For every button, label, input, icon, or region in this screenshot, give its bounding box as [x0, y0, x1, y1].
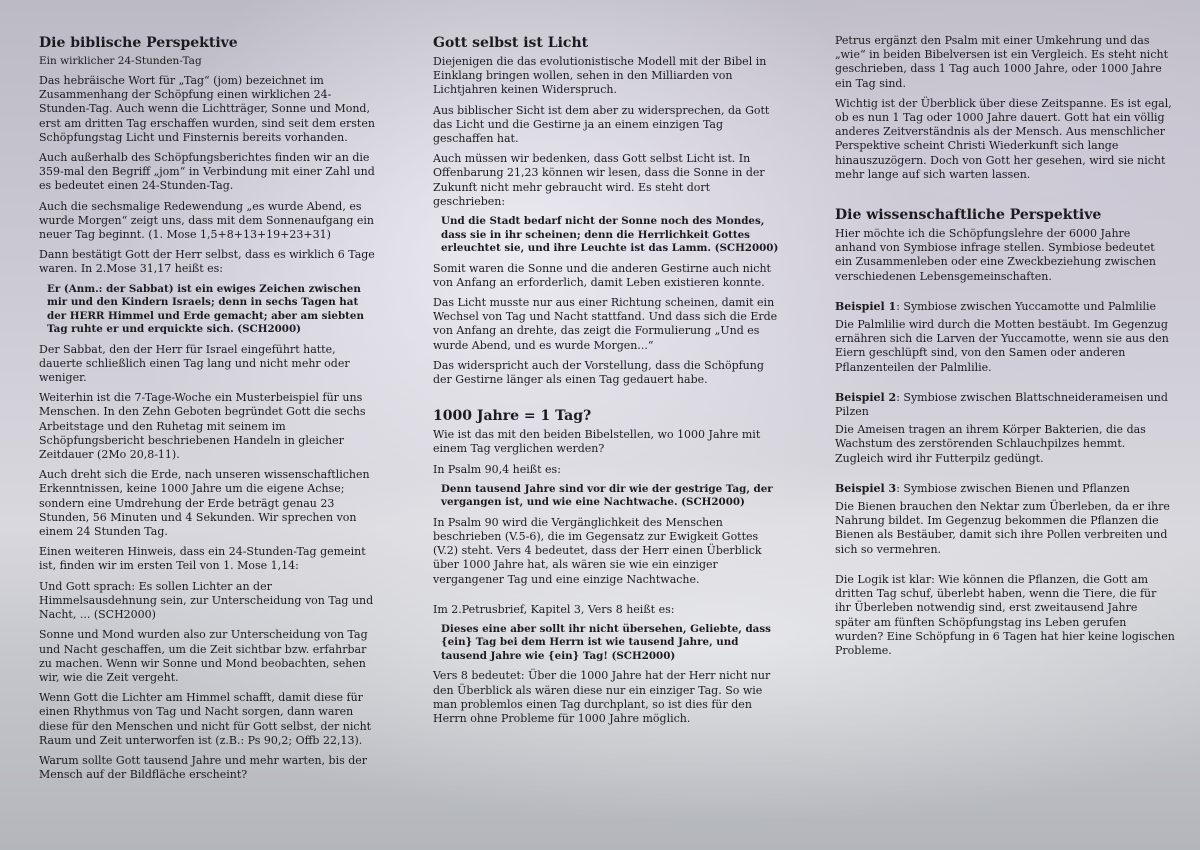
paragraph: Wenn Gott die Lichter am Himmel schafft, damit diese für einen Rhythmus von Tag und Nacht sorgen, dann waren diese für den Menschen und nicht für Gott selbst, der nicht Raum und Zeit unterworfen ist (z.B.: Ps 90,2; Offb 22,13). [39, 691, 372, 747]
column-biblical-perspective [39, 34, 379, 788]
bible-quote: Und die Stadt bedarf nicht der Sonne noch des Mondes, dass sie in ihr scheinen; denn die Herrlichkeit Gottes erleuchtet sie, und ihre Leuchte ist das Lamm. (SCH2000) [441, 215, 779, 255]
bible-quote: Denn tausend Jahre sind vor dir wie der gestrige Tag, der vergangen ist, und wie eine Nachtwache. (SCH2000) [441, 482, 773, 509]
example-label: Beispiel 3 [835, 481, 897, 495]
paragraph: Somit waren die Sonne und die anderen Gestirne auch nicht von Anfang an erforderlich, damit Leben existieren konnte. [433, 261, 771, 289]
conclusion-paragraph: Die Logik ist klar: Wie können die Pflanzen, die Gott am dritten Tag schuf, überlebt haben, wenn die Tiere, die für ihr Überleben notwendig sind, erst zweitausend Jahre später am fünften Schöpfungstag ins Leben gerufen wurden? Eine Schöpfung in 6 Tagen hat hier keine logischen Probleme. [835, 572, 1175, 657]
section-title-1000-years: 1000 Jahre = 1 Tag? [433, 408, 592, 425]
example-heading: Beispiel 2: Symbiose zwischen Blattschneiderameisen und Pilzen [835, 390, 1168, 419]
paragraph: Im 2.Petrusbrief, Kapitel 3, Vers 8 heißt es: [433, 602, 675, 616]
section-title-biblical: Die biblische Perspektive [39, 35, 238, 51]
paragraph: Wichtig ist der Überblick über diese Zeitspanne. Es ist egal, ob es nun 1 Tag oder 1000 Jahre dauert. Gott hat ein völlig anderes Zeitverständnis als der Mensch. Aus menschlicher Perspektive scheint Christi Wiederkunft sich lange hinauszuzögern. Doch von Gott her gesehen, wird sie nicht mehr lange auf sich warten lassen. [835, 96, 1172, 181]
paragraph: In Psalm 90,4 heißt es: [433, 462, 561, 476]
example-text: Die Bienen brauchen den Nektar zum Überleben, da er ihre Nahrung bildet. Im Gegenzug bekommen die Pflanzen die Bienen als Bestäuber, damit sich ihre Pollen verbreiten und sich so vermehren. [835, 500, 1170, 556]
section-title-light: Gott selbst ist Licht [433, 35, 589, 51]
example-text: Die Ameisen tragen an ihrem Körper Bakterien, die das Wachstum des zerstörenden Schlauchpilzes hemmt. Zugleich wird ihr Futterpilz gedüngt. [835, 423, 1146, 465]
column-god-is-light [433, 34, 783, 732]
section-title-scientific: Die wissenschaftliche Perspektive [835, 207, 1102, 224]
paragraph: Der Sabbat, den der Herr für Israel eingeführt hatte, dauerte schließlich einen Tag lang und nicht mehr oder weniger. [39, 342, 350, 385]
bible-quote: Er (Anm.: der Sabbat) ist ein ewiges Zeichen zwischen mir und den Kindern Israels; denn in sechs Tagen hat der HERR Himmel und Erde gemacht; aber am siebten Tag ruhte er und erquickte sich. (SCH2000) [47, 282, 364, 336]
paragraph: Sonne und Mond wurden also zur Unterscheidung von Tag und Nacht geschaffen, um die Zeit sichtbar bzw. erfahrbar zu machen. Wenn wir Sonne und Mond beobachten, sehen wir, wie die Zeit vergeht. [39, 628, 368, 684]
column-scientific-perspective [835, 34, 1175, 664]
paragraph: Warum sollte Gott tausend Jahre und mehr warten, bis der Mensch auf der Bildfläche erscheint? [39, 753, 368, 782]
paragraph: Auch außerhalb des Schöpfungsberichtes finden wir an die 359-mal den Begriff „jom“ in Verbindung mit einer Zahl und es bedeutet einen 24-Stunden-Tag. [39, 151, 375, 193]
paragraph: Vers 8 bedeutet: Über die 1000 Jahre hat der Herr nicht nur den Überblick als wären diese nur ein einziger Tag. So wie man problemlos einen Tag durchplant, so ist dies für den Herrn ohne Probleme für 1000 Jahre möglich. [433, 669, 771, 726]
section-subtitle: Ein wirklicher 24-Stunden-Tag [39, 55, 202, 67]
paragraph: In Psalm 90 wird die Vergänglichkeit des Menschen beschrieben (V.5-6), die im Gegensatz zur Ewigkeit Gottes (V.2) steht. Vers 4 bedeutet, dass der Herr einen Überblick über 1000 Jahre hat, als wären sie wie ein einziger vergangener Tag und eine einzige Nachtwache. [433, 515, 762, 586]
paragraph: Auch die sechsmalige Redewendung „es wurde Abend, es wurde Morgen“ zeigt uns, dass mit dem Sonnenaufgang ein neuer Tag beginnt. (1. Mose 1,5+8+13+19+23+31) [39, 199, 374, 242]
paragraph: Petrus ergänzt den Psalm mit einer Umkehrung und das „wie“ in beiden Bibelversen ist ein Vergleich. Es steht nicht geschrieben, dass 1 Tag auch 1000 Jahre, oder 1000 Jahre ein Tag sind. [835, 34, 1168, 90]
example-label: Beispiel 1 [835, 299, 897, 313]
bible-quote: Dieses eine aber sollt ihr nicht übersehen, Geliebte, dass {ein} Tag bei dem Herrn ist wie tausend Jahre, und tausend Jahre wie {ein} Tag! (SCH2000) [441, 622, 771, 662]
paragraph: Wie ist das mit den beiden Bibelstellen, wo 1000 Jahre mit einem Tag verglichen werden? [433, 428, 761, 456]
example-heading: Beispiel 1: Symbiose zwischen Yuccamotte und Palmlilie [835, 299, 1157, 313]
paragraph: Das hebräische Wort für „Tag“ (jom) bezeichnet im Zusammenhang der Schöpfung einen wirklichen 24-Stunden-Tag. Auch wenn die Lichtträger, Sonne und Mond, erst am dritten Tag erschaffen wurden, sind seit dem ersten Schöpfungstag Licht und Finsternis bereits vorhanden. [39, 74, 375, 144]
paragraph: Einen weiteren Hinweis, dass ein 24-Stunden-Tag gemeint ist, finden wir im ersten Teil von 1. Mose 1,14: [39, 545, 366, 573]
paragraph: Dann bestätigt Gott der Herr selbst, dass es wirklich 6 Tage waren. In 2.Mose 31,17 heißt es: [39, 248, 375, 276]
paragraph: Auch dreht sich die Erde, nach unseren wissenschaftlichen Erkenntnissen, keine 1000 Jahre um die eigene Achse; sondern eine Umdrehung der Erde beträgt genau 23 Stunden, 56 Minuten und 4 Sekunden. Wir sprechen von einem 24 Stunden Tag. [39, 468, 370, 539]
paragraph: Auch müssen wir bedenken, dass Gott selbst Licht ist. In Offenbarung 21,23 können wir lesen, dass die Sonne in der Zukunft nicht mehr gebraucht wird. Es steht dort geschrieben: [433, 152, 765, 208]
paragraph: Das Licht musste nur aus einer Richtung scheinen, damit ein Wechsel von Tag und Nacht stattfand. Und dass sich die Erde von Anfang an drehte, das zeigt die Formulierung „Und es wurde Abend, und es wurde Morgen...“ [433, 295, 778, 352]
paragraph: Und Gott sprach: Es sollen Lichter an der Himmelsausdehnung sein, zur Unterscheidung von Tag und Nacht, ... (SCH2000) [39, 579, 374, 622]
paragraph: Diejenigen die das evolutionistische Modell mit der Bibel in Einklang bringen wollen, sehen in den Milliarden von Lichtjahren keinen Widerspruch. [433, 55, 767, 97]
paragraph: Das widerspricht auch der Vorstellung, dass die Schöpfung der Gestirne länger als einen Tag gedauert habe. [433, 358, 764, 386]
paragraph: Hier möchte ich die Schöpfungslehre der 6000 Jahre anhand von Symbiose infrage stellen. Symbiose bedeutet ein Zusammenleben oder eine Zweckbeziehung zwischen verschiedenen Lebensgemeinschaften. [835, 227, 1156, 283]
paragraph: Aus biblischer Sicht ist dem aber zu widersprechen, da Gott das Licht und die Gestirne ja an einem einzigen Tag geschaffen hat. [433, 103, 770, 146]
example-label: Beispiel 2 [835, 390, 897, 404]
paragraph: Weiterhin ist die 7-Tage-Woche ein Musterbeispiel für uns Menschen. In den Zehn Geboten begründet Gott die sechs Arbeitstage und den Ruhetag mit seinem im Schöpfungsbericht beschriebenen Handeln in gleicher Zeitdauer (2Mo 20,8-11). [39, 391, 366, 462]
example-text: Die Palmlilie wird durch die Motten bestäubt. Im Gegenzug ernähren sich die Larven der Yuccamotte, wenn sie aus den Eiern geschlüpft sind, von den Samen oder anderen Pflanzenteilen der Palmlilie. [835, 318, 1169, 374]
example-heading: Beispiel 3: Symbiose zwischen Bienen und Pflanzen [835, 481, 1130, 495]
